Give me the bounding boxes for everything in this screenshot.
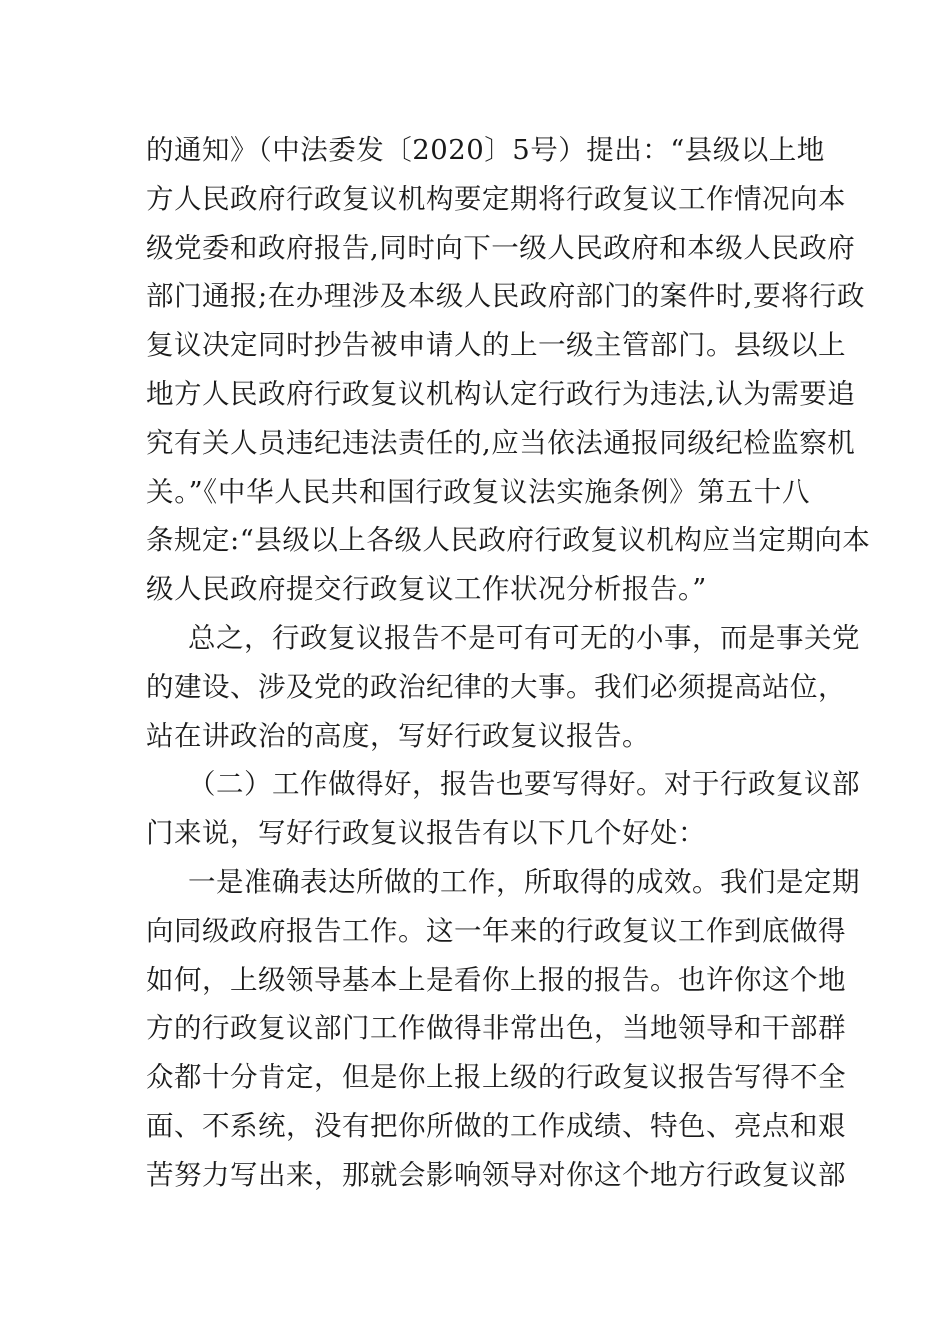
paragraph-3 bbox=[146, 760, 860, 858]
text-line: 的建设、涉及党的政治纪律的大事。我们必须提高站位， bbox=[146, 670, 846, 703]
text-line: 关。”《中华人民共和国行政复议法实施条例》第五十八 bbox=[146, 475, 810, 508]
text-line: （二）工作做得好，报告也要写得好。对于行政复议部 bbox=[188, 768, 860, 801]
text-line: 向同级政府报告工作。这一年来的行政复议工作到底做得 bbox=[146, 914, 846, 947]
text-line: 的通知》（中法委发〔2020〕5号）提出：“县级以上地 bbox=[146, 134, 825, 166]
paragraph-1 bbox=[146, 126, 871, 614]
text-line: 一是准确表达所做的工作，所取得的成效。我们是定期 bbox=[188, 865, 860, 898]
document-page bbox=[146, 126, 871, 1200]
text-line: 门来说，写好行政复议报告有以下几个好处： bbox=[146, 817, 706, 850]
paragraph-4 bbox=[146, 858, 860, 1200]
text-line: 如何，上级领导基本上是看你上报的报告。也许你这个地 bbox=[146, 963, 846, 996]
text-line: 究有关人员违纪违法责任的,应当依法通报同级纪检监察机 bbox=[146, 426, 856, 459]
text-line: 面、不系统，没有把你所做的工作成绩、特色、亮点和艰 bbox=[146, 1109, 846, 1142]
text-line: 部门通报;在办理涉及本级人民政府部门的案件时,要将行政 bbox=[146, 280, 866, 313]
text-line: 总之，行政复议报告不是可有可无的小事，而是事关党 bbox=[188, 621, 860, 654]
text-line: 级人民政府提交行政复议工作状况分析报告。” bbox=[146, 573, 707, 606]
text-line: 方的行政复议部门工作做得非常出色，当地领导和干部群 bbox=[146, 1012, 846, 1045]
text-line: 地方人民政府行政复议机构认定行政行为违法,认为需要追 bbox=[146, 377, 856, 410]
text-line: 条规定:“县级以上各级人民政府行政复议机构应当定期向本 bbox=[146, 524, 871, 557]
text-line: 苦努力写出来，那就会影响领导对你这个地方行政复议部 bbox=[146, 1158, 846, 1191]
text-line: 复议决定同时抄告被申请人的上一级主管部门。县级以上 bbox=[146, 329, 846, 362]
text-line: 方人民政府行政复议机构要定期将行政复议工作情况向本 bbox=[146, 182, 846, 215]
text-line: 级党委和政府报告,同时向下一级人民政府和本级人民政府 bbox=[146, 231, 856, 264]
text-line: 众都十分肯定，但是你上报上级的行政复议报告写得不全 bbox=[146, 1061, 846, 1094]
text-line: 站在讲政治的高度，写好行政复议报告。 bbox=[146, 719, 650, 752]
paragraph-2 bbox=[146, 614, 860, 760]
